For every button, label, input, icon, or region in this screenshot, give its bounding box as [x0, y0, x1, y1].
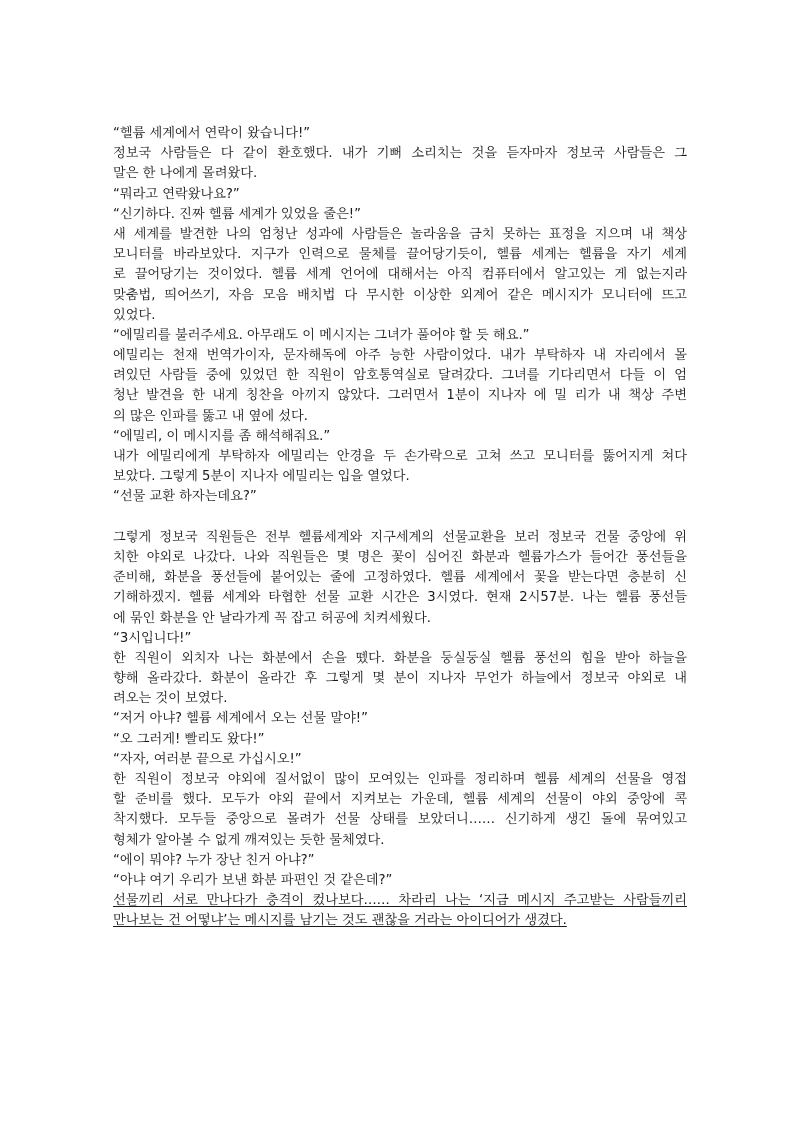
text-line: 에 묶인 화분을 안 날라가게 꼭 잡고 허공에 치켜세웠다. — [113, 610, 431, 626]
paragraph-spacer — [113, 508, 687, 528]
text-line: 준비해, 화분을 풍선들에 붙어있는 줄에 고정하였다. 헬륨 세계에서 꽃을 받는다면 충분히 신 — [113, 570, 687, 586]
dialogue-paragraph — [113, 205, 687, 225]
narration-paragraph — [113, 649, 687, 710]
document-page — [113, 124, 687, 932]
dialogue-paragraph — [113, 185, 687, 205]
text-line: “에밀리를 불러주세요. 아무래도 이 메시지는 그녀가 풀어야 할 듯 해요.” — [113, 327, 530, 343]
text-line: “뭐라고 연락왔나요?” — [113, 186, 240, 202]
narration-paragraph — [113, 225, 687, 326]
text-line: “에이 뭐야? 누가 장난 친거 아냐?” — [113, 852, 315, 868]
text-line: 정보국 사람들은 다 같이 환호했다. 내가 기뻐 소리치는 것을 듣자마자 정보국 사람들은 그 — [113, 146, 687, 162]
dialogue-paragraph — [113, 851, 687, 871]
underlined-text: 만나보는 건 어떻냐’는 메시지를 남기는 것도 괜찮을 거라는 아이디어가 생겼다. — [113, 913, 567, 929]
text-line: 향해 올라갔다. 화분이 올라간 후 그렇게 몇 분이 지나자 무언가 하늘에서 정보국 야외로 내 — [113, 671, 687, 687]
text-line: 치한 야외로 나갔다. 나와 직원들은 몇 명은 꽃이 심어진 화분과 헬륨가스가 들어간 풍선들을 — [113, 549, 687, 565]
narration-paragraph — [113, 447, 687, 487]
underlined-paragraph — [113, 891, 687, 931]
text-line: 청난 발견을 한 내게 칭찬을 아끼지 않았다. 그러면서 1분이 지나자 에 밀 리가 내 책상 주변 — [113, 388, 687, 404]
text-line: “헬륨 세계에서 연락이 왔습니다!” — [113, 126, 311, 141]
dialogue-paragraph — [113, 730, 687, 750]
dialogue-paragraph — [113, 871, 687, 891]
narration-paragraph — [113, 770, 687, 851]
text-line: “아냐 여기 우리가 보낸 화분 파편인 것 같은데?” — [113, 872, 393, 888]
text-line: 착지했다. 모두들 중앙으로 몰려가 선물 상태를 보았더니…… 신기하게 생긴 돌에 묶여있고 — [113, 812, 687, 828]
text-line: 모니터를 바라보았다. 지구가 인력으로 물체를 끌어당기듯이, 헬륨 세계는 헬륨을 자기 세계 — [113, 247, 687, 263]
dialogue-paragraph — [113, 326, 687, 346]
underlined-text: 선물끼리 서로 만나다가 충격이 컸나보다…… 차라리 나는 ‘지금 메시지 주고받는 사람들끼리 — [113, 893, 687, 909]
text-line: “신기하다. 진짜 헬륨 세계가 있었을 줄은!” — [113, 206, 361, 222]
dialogue-paragraph — [113, 427, 687, 447]
narration-paragraph — [113, 528, 687, 629]
text-line: 보았다. 그렇게 5분이 지나자 에밀리는 입을 열었다. — [113, 469, 410, 485]
text-line: 려오는 것이 보였다. — [113, 691, 228, 707]
dialogue-paragraph — [113, 629, 687, 649]
text-line: 려있던 사람들 중에 있었던 한 직원이 암호통역실로 달려갔다. 그녀를 기다리면서 다들 이 엄 — [113, 368, 687, 384]
text-line: 맞춤법, 띄어쓰기, 자음 모음 배치법 다 무시한 이상한 외계어 같은 메시지가 모니터에 뜨고 — [113, 287, 687, 303]
text-line: “저거 아냐? 헬륨 세계에서 오는 선물 말야!” — [113, 711, 368, 727]
dialogue-paragraph — [113, 487, 687, 507]
text-line: 내가 에밀리에게 부탁하자 에밀리는 안경을 두 손가락으로 고쳐 쓰고 모니터를 뚫어지게 쳐다 — [113, 449, 687, 464]
text-line: 로 끌어당기는 것이었다. 헬륨 세계 언어에 대해서는 아직 컴퓨터에서 알고있는 게 없는지라 — [113, 267, 687, 283]
text-line: 에밀리는 천재 번역가이자, 문자해독에 아주 능한 사람이었다. 내가 부탁하자 내 자리에서 몰 — [113, 348, 687, 364]
text-line: “자자, 여러분 끝으로 가십시오!” — [113, 751, 302, 767]
text-line: “오 그러게! 빨리도 왔다!” — [113, 731, 265, 747]
narration-paragraph — [113, 346, 687, 427]
text-line: 그렇게 정보국 직원들은 전부 헬륨세계와 지구세계의 선물교환을 보러 정보국 건물 중앙에 위 — [113, 529, 687, 545]
dialogue-paragraph — [113, 709, 687, 729]
text-line: 형체가 알아볼 수 없게 깨져있는 듯한 물체였다. — [113, 832, 385, 848]
text-line: 기해하겠지. 헬륨 세계와 타협한 선물 교환 시간은 3시였다. 현재 2시57분. 나는 헬륨 풍선들 — [113, 590, 687, 606]
text-line: “3시입니다!” — [113, 630, 192, 646]
text-line: “에밀리, 이 메시지를 좀 해석해줘요.” — [113, 428, 331, 444]
text-line: 말은 한 나에게 몰려왔다. — [113, 166, 258, 182]
text-line: “선물 교환 하자는데요?” — [113, 489, 257, 505]
narration-paragraph — [113, 144, 687, 184]
text-line — [113, 891, 687, 911]
dialogue-paragraph — [113, 124, 687, 144]
text-line: 한 직원이 외치자 나는 화분에서 손을 뗐다. 화분을 둥실둥실 헬륨 풍선의 힘을 받아 하늘을 — [113, 650, 687, 666]
text-line: 한 직원이 정보국 야외에 질서없이 많이 모여있는 인파를 정리하며 헬륨 세계의 선물을 영접 — [113, 772, 687, 787]
text-line: 의 많은 인파를 뚫고 내 옆에 섰다. — [113, 408, 308, 424]
dialogue-paragraph — [113, 750, 687, 770]
text-line: 있었다. — [113, 307, 156, 323]
text-line — [113, 911, 687, 931]
text-line: 할 준비를 했다. 모두가 야외 끝에서 지켜보는 가운데, 헬륨 세계의 선물이 야외 중앙에 콕 — [113, 792, 687, 808]
text-line: 새 세계를 발견한 나의 엄청난 성과에 사람들은 놀라움을 금치 못하는 표정을 지으며 내 책상 — [113, 226, 687, 242]
